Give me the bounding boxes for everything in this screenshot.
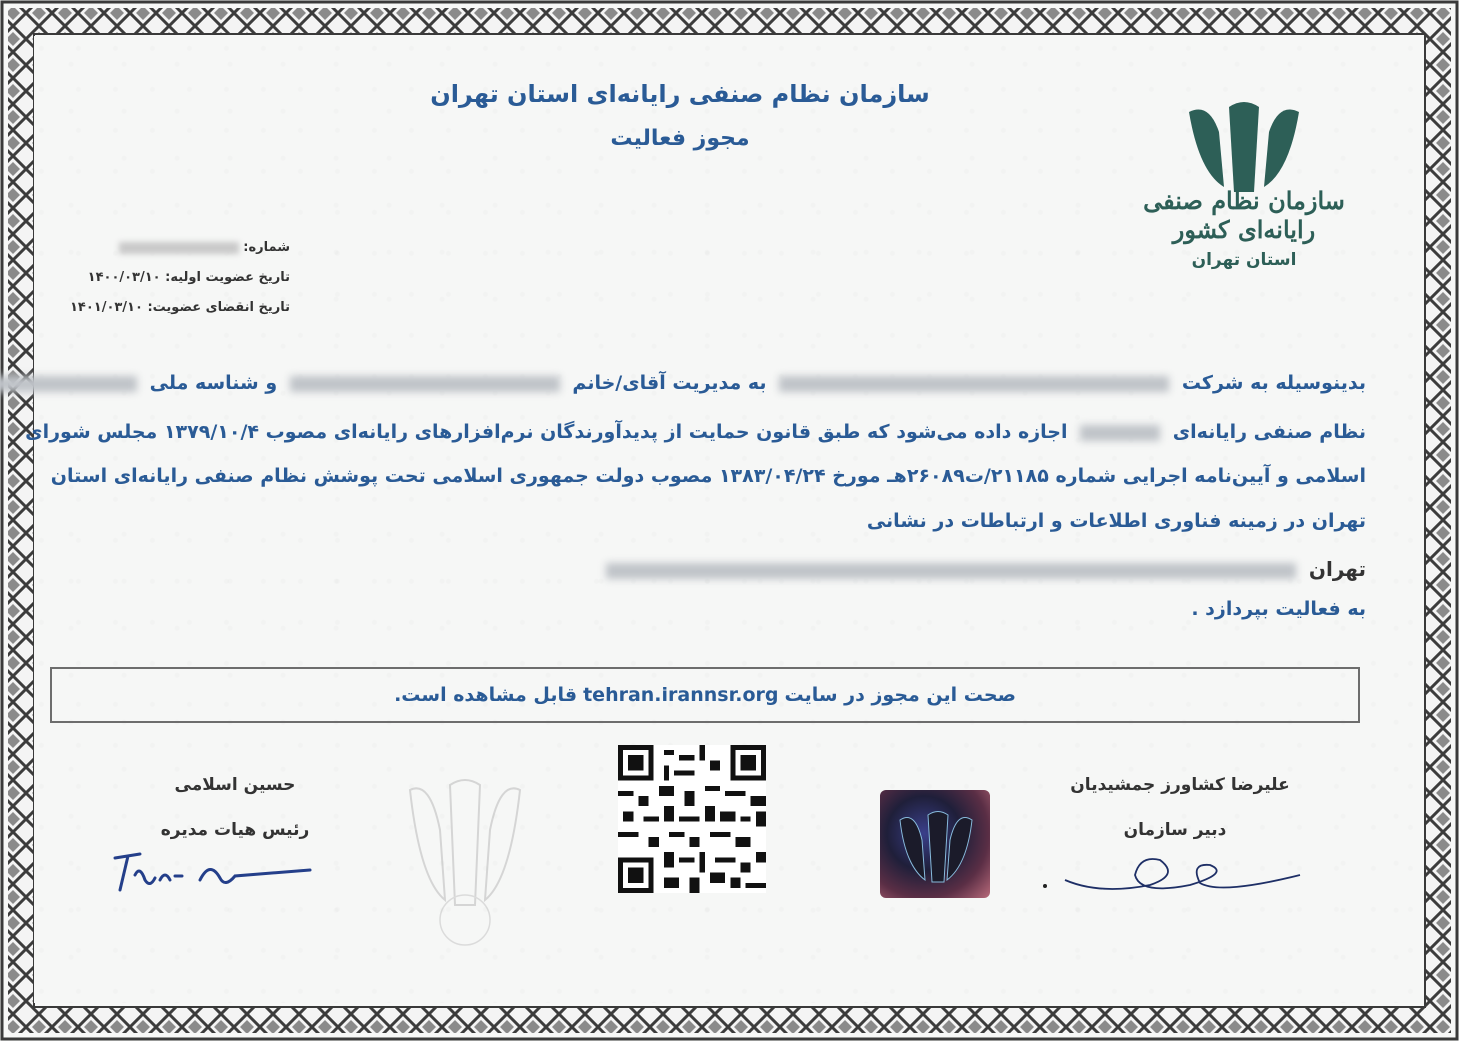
address-line [60, 557, 1366, 581]
redacted-membership-number [1080, 425, 1160, 441]
secretary-signature-icon [1060, 845, 1320, 905]
secretary-name: علیرضا کشاورز جمشیدیان [1070, 775, 1290, 795]
body-text: اجازه داده می‌شود که طبق قانون حمایت از پدیدآورندگان نرم‌افزارهای رایانه‌ای مصوب ۱۳۷۹/۱۰/۴ مجلس شورای [25, 421, 1068, 443]
verify-text: قابل مشاهده است. [394, 684, 578, 706]
certificate-number [60, 240, 290, 255]
number-label: شماره: [243, 240, 290, 255]
redacted-address [606, 563, 1296, 579]
body-line-1 [50, 372, 1366, 394]
closing-line: به فعالیت بپردازد . [1191, 598, 1366, 620]
initial-label: تاریخ عضویت اولیه: [165, 270, 290, 285]
redacted-national-id [0, 376, 137, 392]
body-text: و شناسه ملی [149, 372, 278, 394]
page-title: سازمان نظام صنفی رایانه‌ای استان تهران [430, 80, 930, 108]
page-subtitle: مجوز فعالیت [610, 126, 750, 151]
body-text: به مدیریت آقای/خانم [572, 372, 767, 394]
hologram-sticker-icon [880, 790, 990, 898]
initial-membership-date [60, 270, 290, 285]
embossed-seal-icon [400, 770, 530, 950]
expiry-label: تاریخ انقضای عضویت: [147, 300, 290, 315]
verify-text: صحت این مجوز در سایت [784, 684, 1016, 706]
initial-value: ۱۴۰۰/۰۳/۱۰ [87, 270, 161, 285]
redacted-company [779, 376, 1169, 392]
chairman-signature-icon [110, 850, 330, 900]
logo-province: استان تهران [1191, 250, 1297, 270]
verification-box [50, 667, 1360, 723]
redacted-manager [290, 376, 560, 392]
body-line-4: تهران در زمینه فناوری اطلاعات و ارتباطات در نشانی [866, 510, 1366, 532]
body-line-2 [25, 421, 1366, 443]
ink-dot [1043, 884, 1047, 888]
address-city: تهران [1308, 557, 1366, 581]
qr-code-icon [617, 745, 767, 893]
chairman-title: رئیس هیات مدیره [160, 820, 310, 840]
expiry-value: ۱۴۰۱/۰۳/۱۰ [69, 300, 143, 315]
body-line-3: اسلامی و آیین‌نامه اجرایی شماره ۲۱۱۸۵/ت۲۶۰۸۹هـ مورخ ۱۳۸۳/۰۴/۲۴ مصوب دولت جمهوری اسلامی تحت پوشش نظام صنفی رایانه‌ای استان [50, 465, 1366, 487]
body-text: بدینوسیله به شرکت [1181, 372, 1366, 394]
verify-link[interactable]: tehran.irannsr.org [583, 684, 779, 706]
redacted-number [119, 242, 239, 254]
hologram-logo-icon [880, 790, 990, 898]
chairman-name: حسین اسلامی [174, 775, 296, 795]
expiry-membership-date [60, 300, 290, 315]
logo-org-text: سازمان نظام صنفی رایانه‌ای کشور [1143, 186, 1345, 244]
body-text: نظام صنفی رایانه‌ای [1172, 421, 1366, 443]
secretary-title: دبیر سازمان [1123, 820, 1227, 840]
